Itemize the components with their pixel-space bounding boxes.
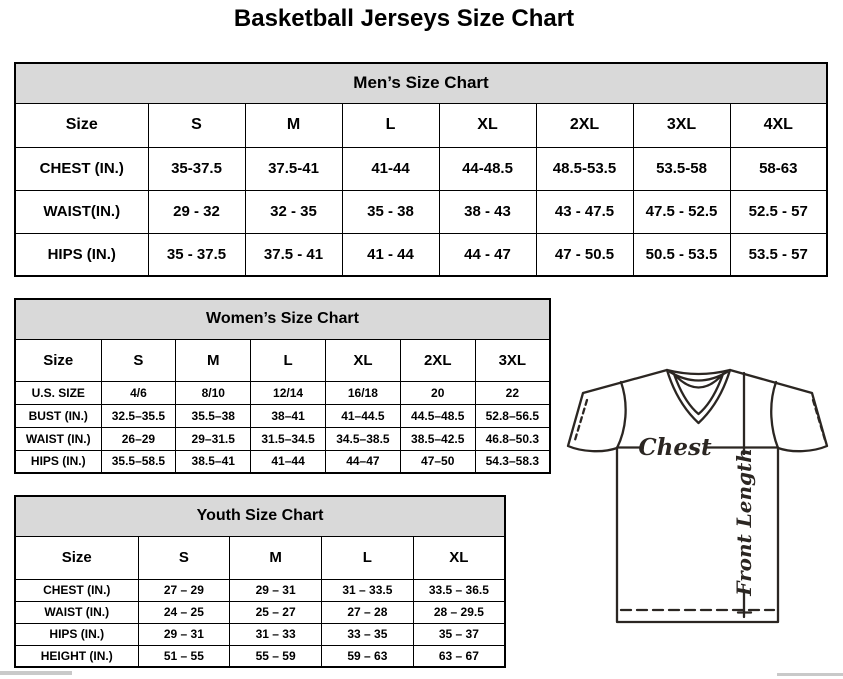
measurement-value: 29 – 31 — [138, 623, 230, 645]
measurement-value: 44 - 47 — [439, 233, 536, 276]
measurement-label: HIPS (IN.) — [15, 623, 138, 645]
measurement-value: 48.5-53.5 — [536, 147, 633, 190]
measurement-value: 44–47 — [325, 450, 400, 473]
size-column-header: 2XL — [400, 339, 475, 381]
womens-size-header-row — [15, 339, 550, 381]
measurement-value: 50.5 - 53.5 — [633, 233, 730, 276]
left-cuff-stitch — [575, 400, 587, 440]
table-row — [15, 147, 827, 190]
measurement-value: 26–29 — [101, 427, 176, 450]
size-column-header: L — [342, 103, 439, 147]
measurement-value: 59 – 63 — [322, 645, 414, 667]
measurement-value: 32 - 35 — [245, 190, 342, 233]
measurement-value: 52.5 - 57 — [730, 190, 827, 233]
collar-top-edge — [667, 370, 730, 374]
measurement-value: 31.5–34.5 — [251, 427, 326, 450]
size-column-header: 2XL — [536, 103, 633, 147]
table-row — [15, 645, 505, 667]
table-row — [15, 579, 505, 601]
measurement-value: 44.5–48.5 — [400, 404, 475, 427]
measurement-value: 16/18 — [325, 381, 400, 404]
measurement-value: 38 - 43 — [439, 190, 536, 233]
table-row — [15, 623, 505, 645]
measurement-value: 29 – 31 — [230, 579, 322, 601]
measurement-value: 35.5–38 — [176, 404, 251, 427]
measurement-label: HIPS (IN.) — [15, 450, 101, 473]
measurement-value: 35 - 38 — [342, 190, 439, 233]
measurement-label: CHEST (IN.) — [15, 147, 148, 190]
mens-table-title: Men’s Size Chart — [15, 63, 827, 103]
table-row — [15, 190, 827, 233]
measurement-value: 35 – 37 — [413, 623, 505, 645]
womens-table-title: Women’s Size Chart — [15, 299, 550, 339]
measurement-value: 41-44 — [342, 147, 439, 190]
size-column-header: M — [230, 536, 322, 579]
measurement-label: CHEST (IN.) — [15, 579, 138, 601]
youth-table-title: Youth Size Chart — [15, 496, 505, 536]
measurement-value: 55 – 59 — [230, 645, 322, 667]
size-column-header: XL — [325, 339, 400, 381]
measurement-value: 29 - 32 — [148, 190, 245, 233]
measurement-label: WAIST (IN.) — [15, 601, 138, 623]
size-column-header: 3XL — [633, 103, 730, 147]
size-column-header: XL — [439, 103, 536, 147]
measurement-value: 51 – 55 — [138, 645, 230, 667]
measurement-value: 31 – 33.5 — [322, 579, 414, 601]
measurement-value: 37.5-41 — [245, 147, 342, 190]
measurement-value: 37.5 - 41 — [245, 233, 342, 276]
measurement-value: 41 - 44 — [342, 233, 439, 276]
measurement-value: 41–44 — [251, 450, 326, 473]
size-column-header: S — [148, 103, 245, 147]
measurement-value: 35 - 37.5 — [148, 233, 245, 276]
horizontal-scrollbar-fragment-right[interactable] — [777, 673, 843, 676]
table-row — [15, 450, 550, 473]
measurement-value: 20 — [400, 381, 475, 404]
youth-size-header-row — [15, 536, 505, 579]
size-column-header: XL — [413, 536, 505, 579]
measurement-value: 31 – 33 — [230, 623, 322, 645]
table-row — [15, 381, 550, 404]
womens-corner-label: Size — [15, 339, 101, 381]
measurement-value: 8/10 — [176, 381, 251, 404]
measurement-label: HIPS (IN.) — [15, 233, 148, 276]
mens-table-header-row — [15, 63, 827, 103]
measurement-label: HEIGHT (IN.) — [15, 645, 138, 667]
measurement-value: 34.5–38.5 — [325, 427, 400, 450]
measurement-value: 38.5–42.5 — [400, 427, 475, 450]
measurement-value: 35.5–58.5 — [101, 450, 176, 473]
measurement-value: 43 - 47.5 — [536, 190, 633, 233]
size-column-header: S — [138, 536, 230, 579]
measurement-value: 53.5 - 57 — [730, 233, 827, 276]
mens-size-header-row — [15, 103, 827, 147]
front-length-label: Front Length — [732, 448, 756, 596]
measurement-value: 47–50 — [400, 450, 475, 473]
measurement-value: 35-37.5 — [148, 147, 245, 190]
measurement-value: 33.5 – 36.5 — [413, 579, 505, 601]
size-column-header: M — [245, 103, 342, 147]
measurement-value: 38–41 — [251, 404, 326, 427]
jersey-outline — [568, 370, 827, 622]
measurement-value: 24 – 25 — [138, 601, 230, 623]
measurement-value: 29–31.5 — [176, 427, 251, 450]
measurement-value: 22 — [475, 381, 550, 404]
youth-size-table — [14, 495, 506, 668]
table-row — [15, 404, 550, 427]
size-column-header: 3XL — [475, 339, 550, 381]
measurement-label: WAIST(IN.) — [15, 190, 148, 233]
mens-size-table — [14, 62, 828, 277]
womens-size-table — [14, 298, 551, 474]
size-column-header: S — [101, 339, 176, 381]
size-column-header: M — [176, 339, 251, 381]
womens-table-header-row — [15, 299, 550, 339]
measurement-value: 52.8–56.5 — [475, 404, 550, 427]
measurement-value: 27 – 29 — [138, 579, 230, 601]
measurement-value: 53.5-58 — [633, 147, 730, 190]
table-row — [15, 427, 550, 450]
jersey-measurement-diagram — [563, 365, 837, 629]
measurement-value: 63 – 67 — [413, 645, 505, 667]
measurement-value: 33 – 35 — [322, 623, 414, 645]
measurement-value: 47.5 - 52.5 — [633, 190, 730, 233]
horizontal-scrollbar-fragment-left[interactable] — [0, 671, 72, 675]
chest-label: Chest — [638, 434, 712, 461]
measurement-value: 27 – 28 — [322, 601, 414, 623]
table-row — [15, 601, 505, 623]
measurement-label: BUST (IN.) — [15, 404, 101, 427]
measurement-value: 54.3–58.3 — [475, 450, 550, 473]
measurement-value: 32.5–35.5 — [101, 404, 176, 427]
measurement-value: 47 - 50.5 — [536, 233, 633, 276]
measurement-value: 4/6 — [101, 381, 176, 404]
measurement-value: 12/14 — [251, 381, 326, 404]
left-armhole-seam — [617, 382, 626, 448]
table-row — [15, 233, 827, 276]
measurement-value: 28 – 29.5 — [413, 601, 505, 623]
measurement-value: 58-63 — [730, 147, 827, 190]
right-armhole-seam — [771, 382, 778, 448]
measurement-value: 25 – 27 — [230, 601, 322, 623]
size-column-header: L — [251, 339, 326, 381]
measurement-value: 44-48.5 — [439, 147, 536, 190]
youth-corner-label: Size — [15, 536, 138, 579]
measurement-label: WAIST (IN.) — [15, 427, 101, 450]
mens-corner-label: Size — [15, 103, 148, 147]
measurement-value: 41–44.5 — [325, 404, 400, 427]
size-column-header: L — [322, 536, 414, 579]
measurement-value: 46.8–50.3 — [475, 427, 550, 450]
size-column-header: 4XL — [730, 103, 827, 147]
measurement-label: U.S. SIZE — [15, 381, 101, 404]
page-title: Basketball Jerseys Size Chart — [233, 5, 575, 32]
measurement-value: 38.5–41 — [176, 450, 251, 473]
youth-table-header-row — [15, 496, 505, 536]
